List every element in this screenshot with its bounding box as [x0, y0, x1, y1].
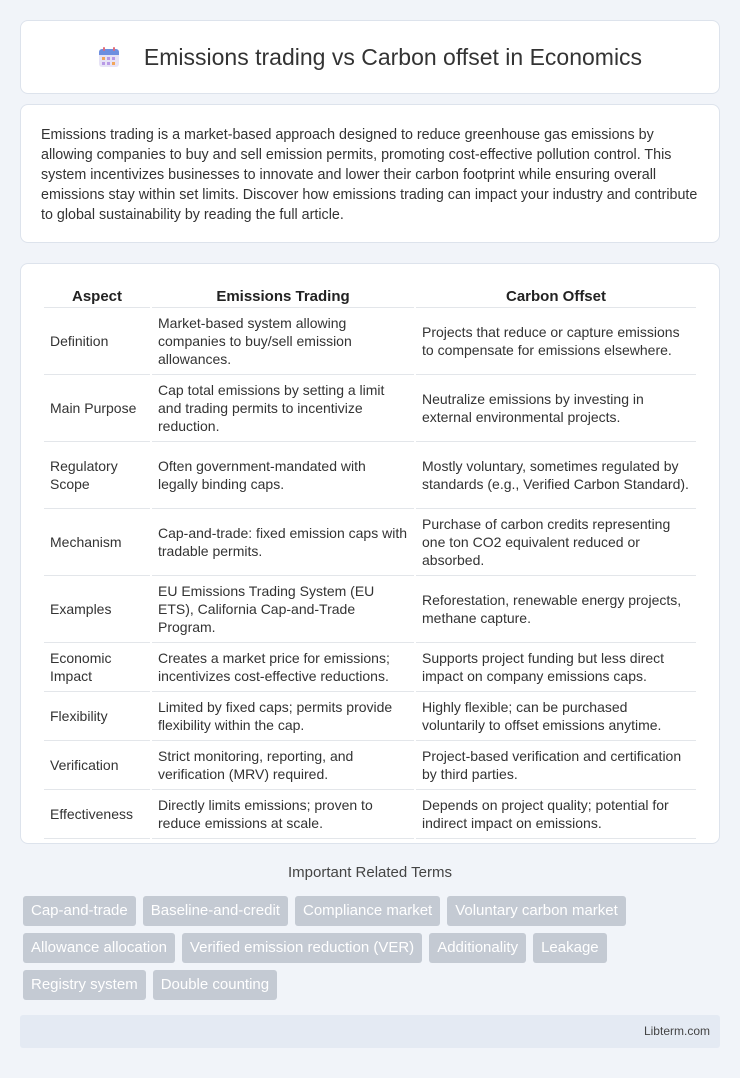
row-carbon-offset: Supports project funding but less direct impact on company emissions caps.: [416, 643, 696, 692]
related-term-tag[interactable]: Double counting: [153, 970, 277, 1000]
row-carbon-offset: Project-based verification and certification by third parties.: [416, 741, 696, 790]
related-term-tag[interactable]: Verified emission reduction (VER): [182, 933, 422, 963]
table-row: [44, 308, 696, 375]
row-aspect: Verification: [44, 741, 150, 790]
table-row: [44, 375, 696, 442]
row-carbon-offset: Highly flexible; can be purchased voluntarily to offset emissions anytime.: [416, 692, 696, 741]
row-emissions-trading: Limited by fixed caps; permits provide flexibility within the cap.: [152, 692, 414, 741]
related-term-tag[interactable]: Leakage: [533, 933, 607, 963]
row-emissions-trading: Creates a market price for emissions; incentivizes cost-effective reductions.: [152, 643, 414, 692]
row-aspect: Effectiveness: [44, 790, 150, 839]
row-carbon-offset: Depends on project quality; potential for indirect impact on emissions.: [416, 790, 696, 839]
row-carbon-offset: Neutralize emissions by investing in external environmental projects.: [416, 375, 696, 442]
row-aspect: Mechanism: [44, 509, 150, 576]
table-row: [44, 741, 696, 790]
related-term-tag[interactable]: Allowance allocation: [23, 933, 175, 963]
intro-card: [20, 104, 720, 243]
related-terms-list: [23, 896, 723, 1000]
related-term-tag[interactable]: Additionality: [429, 933, 526, 963]
header-aspect: Aspect: [44, 282, 150, 308]
table-row: [44, 576, 696, 643]
header-carbon-offset: Carbon Offset: [416, 282, 696, 308]
table-row: [44, 643, 696, 692]
header-emissions-trading: Emissions Trading: [152, 282, 414, 308]
related-term-tag[interactable]: Baseline-and-credit: [143, 896, 288, 926]
related-term-tag[interactable]: Voluntary carbon market: [447, 896, 626, 926]
row-emissions-trading: Cap total emissions by setting a limit and trading permits to incentivize reduction.: [152, 375, 414, 442]
row-aspect: Flexibility: [44, 692, 150, 741]
page-title: Emissions trading vs Carbon offset in Economics: [143, 43, 643, 70]
row-aspect: Examples: [44, 576, 150, 643]
footer-brand[interactable]: Libterm.com: [643, 1024, 710, 1038]
related-term-tag[interactable]: Registry system: [23, 970, 146, 1000]
row-carbon-offset: Mostly voluntary, sometimes regulated by standards (e.g., Verified Carbon Standard).: [416, 442, 696, 509]
row-emissions-trading: EU Emissions Trading System (EU ETS), California Cap-and-Trade Program.: [152, 576, 414, 643]
table-header-row: [44, 282, 696, 308]
row-aspect: Definition: [44, 308, 150, 375]
row-carbon-offset: Purchase of carbon credits representing one ton CO2 equivalent reduced or absorbed.: [416, 509, 696, 576]
row-emissions-trading: Strict monitoring, reporting, and verification (MRV) required.: [152, 741, 414, 790]
table-row: [44, 442, 696, 509]
row-aspect: Regulatory Scope: [44, 442, 150, 509]
row-carbon-offset: Projects that reduce or capture emissions to compensate for emissions elsewhere.: [416, 308, 696, 375]
comparison-card: [20, 263, 720, 844]
table-row: [44, 790, 696, 839]
footer: [20, 1015, 720, 1048]
row-aspect: Economic Impact: [44, 643, 150, 692]
row-emissions-trading: Cap-and-trade: fixed emission caps with tradable permits.: [152, 509, 414, 576]
row-aspect: Main Purpose: [44, 375, 150, 442]
comparison-table: [42, 282, 698, 839]
row-emissions-trading: Often government-mandated with legally binding caps.: [152, 442, 414, 509]
related-terms-title: Important Related Terms: [288, 864, 452, 881]
intro-text: Emissions trading is a market-based approach designed to reduce greenhouse gas emissions by allowing companies to buy and sell emission permits, promoting cost-effective pollution control. This system incentivizes businesses to innovate and lower their carbon footprint while ensuring overall emissions stay within set limits. Discover how emissions trading can impact your industry and contribute to global sustainability by reading the full article.: [41, 127, 698, 223]
page-header: [20, 20, 720, 94]
calendar-icon: [98, 46, 120, 68]
row-emissions-trading: Market-based system allowing companies to buy/sell emission allowances.: [152, 308, 414, 375]
related-term-tag[interactable]: Cap-and-trade: [23, 896, 136, 926]
table-row: [44, 509, 696, 576]
table-row: [44, 692, 696, 741]
row-carbon-offset: Reforestation, renewable energy projects, methane capture.: [416, 576, 696, 643]
related-term-tag[interactable]: Compliance market: [295, 896, 440, 926]
row-emissions-trading: Directly limits emissions; proven to reduce emissions at scale.: [152, 790, 414, 839]
